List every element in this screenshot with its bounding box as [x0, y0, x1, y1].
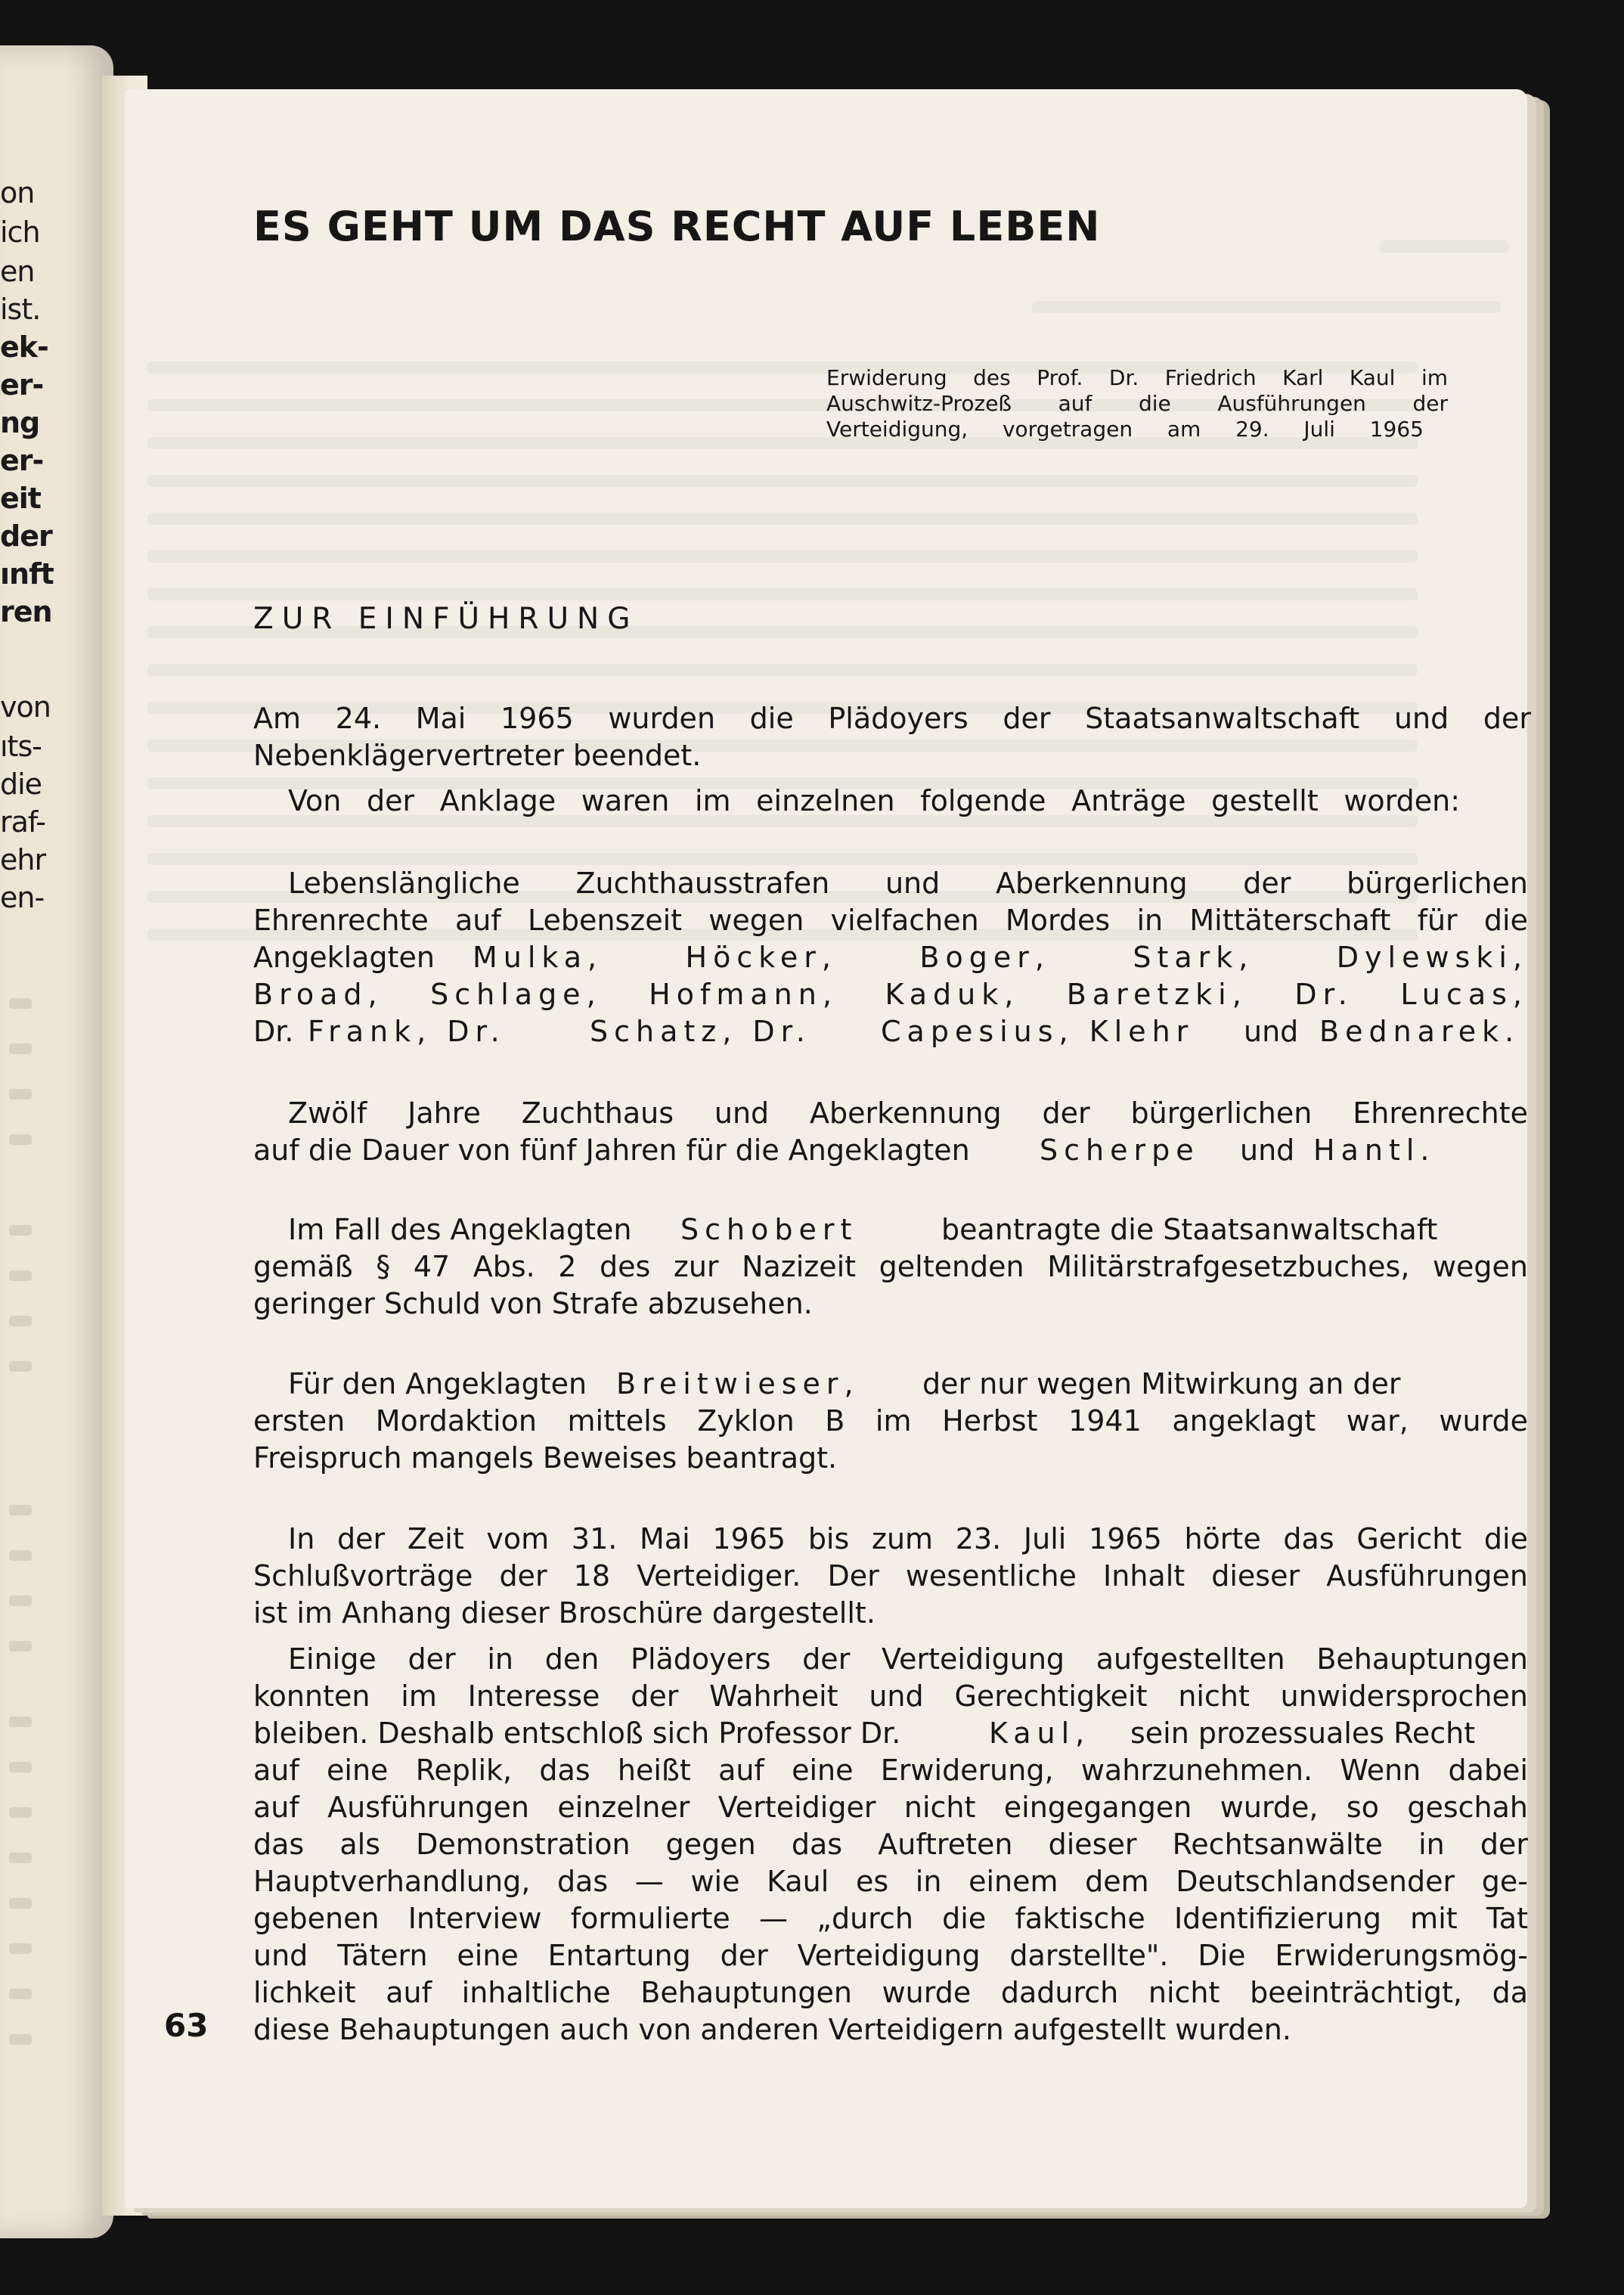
- subtitle-line: Erwiderung des Prof. Dr. Friedrich Karl Kaul im: [826, 365, 1448, 390]
- body-line: Von der Anklage waren im einzelnen folgende Anträge gestellt worden:: [288, 784, 1460, 817]
- body-line: und Tätern eine Entartung der Verteidigung darstellte". Die Erwiderungsmög-: [253, 1939, 1528, 1972]
- show-through-mark: [147, 475, 1418, 487]
- subtitle-line: Verteidigung, vorgetragen am 29. Juli 1965: [826, 417, 1424, 442]
- defendant-names: Scherpe: [1040, 1134, 1200, 1167]
- show-through-mark: [9, 1270, 32, 1281]
- left-fragment: on: [0, 176, 35, 209]
- show-through-mark: [1380, 240, 1508, 253]
- body-line: konnten im Interesse der Wahrheit und Gerechtigkeit nicht unwidersprochen: [253, 1679, 1528, 1713]
- left-fragment: ınft: [0, 557, 54, 591]
- body-line: Angeklagten: [253, 941, 435, 974]
- body-line: Am 24. Mai 1965 wurden die Plädoyers der Staatsanwaltschaft und der: [253, 702, 1531, 735]
- defendant-names: Kaul,: [989, 1717, 1091, 1750]
- show-through-mark: [9, 1044, 32, 1054]
- body-line: bleiben. Deshalb entschloß sich Professor Dr.: [253, 1717, 901, 1750]
- body-line: Zwölf Jahre Zuchthaus und Aberkennung der bürgerlichen Ehrenrechte: [288, 1096, 1528, 1130]
- left-fragment: ek-: [0, 330, 48, 364]
- show-through-mark: [9, 1134, 32, 1145]
- body-line: Schlußvorträge der 18 Verteidiger. Der wesentliche Inhalt dieser Ausführungen: [253, 1559, 1528, 1593]
- defendant-names: Bednarek.: [1319, 1015, 1520, 1048]
- body-line: beantragte die Staatsanwaltschaft: [941, 1213, 1438, 1246]
- body-line: geringer Schuld von Strafe abzusehen.: [253, 1287, 813, 1320]
- show-through-mark: [9, 1089, 32, 1099]
- show-through-mark: [9, 1225, 32, 1236]
- left-fragment: er-: [0, 368, 44, 402]
- body-line: und: [1244, 1015, 1299, 1048]
- show-through-mark: [9, 2034, 32, 2045]
- body-line: In der Zeit vom 31. Mai 1965 bis zum 23. Juli 1965 hörte das Gericht die: [288, 1522, 1528, 1555]
- body-line: Ehrenrechte auf Lebenszeit wegen vielfachen Mordes in Mittäterschaft für die: [253, 904, 1528, 937]
- body-line: gebenen Interview formulierte — „durch die faktische Identifizierung mit Tat: [253, 1902, 1528, 1935]
- body-line: gemäß § 47 Abs. 2 des zur Nazizeit geltenden Militärstrafgesetzbuches, wegen: [253, 1250, 1528, 1283]
- left-page-fragment: [0, 45, 113, 2238]
- show-through-mark: [9, 1361, 32, 1372]
- section-heading: ZUR EINFÜHRUNG: [253, 602, 639, 636]
- left-fragment: ich: [0, 216, 40, 249]
- defendant-names: Schatz, Dr.: [590, 1015, 811, 1048]
- show-through-mark: [9, 1316, 32, 1326]
- show-through-mark: [9, 1505, 32, 1515]
- body-line: Für den Angeklagten: [288, 1367, 587, 1400]
- body-line: und: [1240, 1134, 1295, 1167]
- left-fragment: en: [0, 255, 35, 288]
- body-line: ist im Anhang dieser Broschüre dargestellt.: [253, 1596, 876, 1630]
- subtitle-line: Auschwitz-Prozeß auf die Ausführungen der: [826, 391, 1448, 416]
- body-line: auf die Dauer von fünf Jahren für die Angeklagten: [253, 1134, 970, 1167]
- show-through-mark: [147, 588, 1418, 600]
- body-line: das als Demonstration gegen das Auftreten dieser Rechtsanwälte in der: [253, 1828, 1528, 1861]
- body-line: Lebenslängliche Zuchthausstrafen und Aberkennung der bürgerlichen: [288, 867, 1528, 900]
- body-line: diese Behauptungen auch von anderen Verteidigern aufgestellt wurden.: [253, 2013, 1291, 2046]
- body-line: lichkeit auf inhaltliche Behauptungen wurde dadurch nicht beeinträchtigt, da: [253, 1976, 1528, 2009]
- defendant-names: Breitwieser,: [616, 1367, 860, 1400]
- left-fragment: ist.: [0, 293, 41, 326]
- show-through-mark: [9, 1853, 32, 1863]
- left-fragment: raf-: [0, 805, 45, 839]
- page-number: 63: [164, 2007, 209, 2044]
- left-fragment: eit: [0, 482, 41, 515]
- book-page: [125, 89, 1531, 2208]
- show-through-mark: [9, 1943, 32, 1954]
- show-through-mark: [1032, 301, 1501, 313]
- body-line: sein prozessuales Recht: [1130, 1717, 1476, 1750]
- left-fragment: ıts-: [0, 730, 42, 763]
- show-through-mark: [9, 1898, 32, 1909]
- body-line: Dr.: [253, 1015, 294, 1048]
- show-through-mark: [9, 1807, 32, 1818]
- left-fragment: von: [0, 690, 51, 724]
- left-fragment: ehr: [0, 843, 46, 876]
- defendant-names: Hantl.: [1313, 1134, 1436, 1167]
- show-through-mark: [147, 513, 1418, 525]
- body-line: ersten Mordaktion mittels Zyklon B im Herbst 1941 angeklagt war, wurde: [253, 1404, 1528, 1437]
- body-line: auf eine Replik, das heißt auf eine Erwiderung, wahrzunehmen. Wenn dabei: [253, 1754, 1528, 1787]
- defendant-names: Capesius, Klehr: [881, 1015, 1195, 1048]
- show-through-mark: [9, 1717, 32, 1727]
- show-through-mark: [9, 1550, 32, 1561]
- show-through-mark: [147, 664, 1418, 676]
- body-line: auf Ausführungen einzelner Verteidiger nicht eingegangen wurde, so geschah: [253, 1791, 1528, 1824]
- show-through-mark: [147, 853, 1418, 865]
- show-through-mark: [147, 550, 1418, 563]
- page-title: ES GEHT UM DAS RECHT AUF LEBEN: [253, 203, 1101, 250]
- defendant-names: Frank, Dr.: [308, 1015, 506, 1048]
- left-fragment: ng: [0, 406, 40, 439]
- left-fragment: ren: [0, 595, 52, 628]
- show-through-mark: [9, 1989, 32, 1999]
- body-line: der nur wegen Mitwirkung an der: [922, 1367, 1401, 1400]
- left-fragment: er-: [0, 444, 44, 477]
- defendant-names: Broad, Schlage, Hofmann, Kaduk, Baretzki, Dr. Lucas,: [253, 978, 1528, 1011]
- defendant-names: Schobert: [680, 1213, 858, 1246]
- left-fragment: die: [0, 768, 42, 801]
- body-line: Freispruch mangels Beweises beantragt.: [253, 1441, 838, 1475]
- left-fragment: der: [0, 519, 52, 553]
- show-through-mark: [9, 1762, 32, 1772]
- body-line: Hauptverhandlung, das — wie Kaul es in einem dem Deutschlandsender ge-: [253, 1865, 1528, 1898]
- show-through-mark: [9, 998, 32, 1009]
- body-line: Im Fall des Angeklagten: [288, 1213, 632, 1246]
- show-through-mark: [9, 1596, 32, 1606]
- left-fragment: en-: [0, 881, 45, 914]
- body-line: Nebenklägervertreter beendet.: [253, 739, 702, 772]
- defendant-names: Mulka, Höcker, Boger, Stark, Dylewski,: [473, 941, 1528, 974]
- body-line: Einige der in den Plädoyers der Verteidigung aufgestellten Behauptungen: [288, 1642, 1528, 1676]
- show-through-mark: [9, 1641, 32, 1651]
